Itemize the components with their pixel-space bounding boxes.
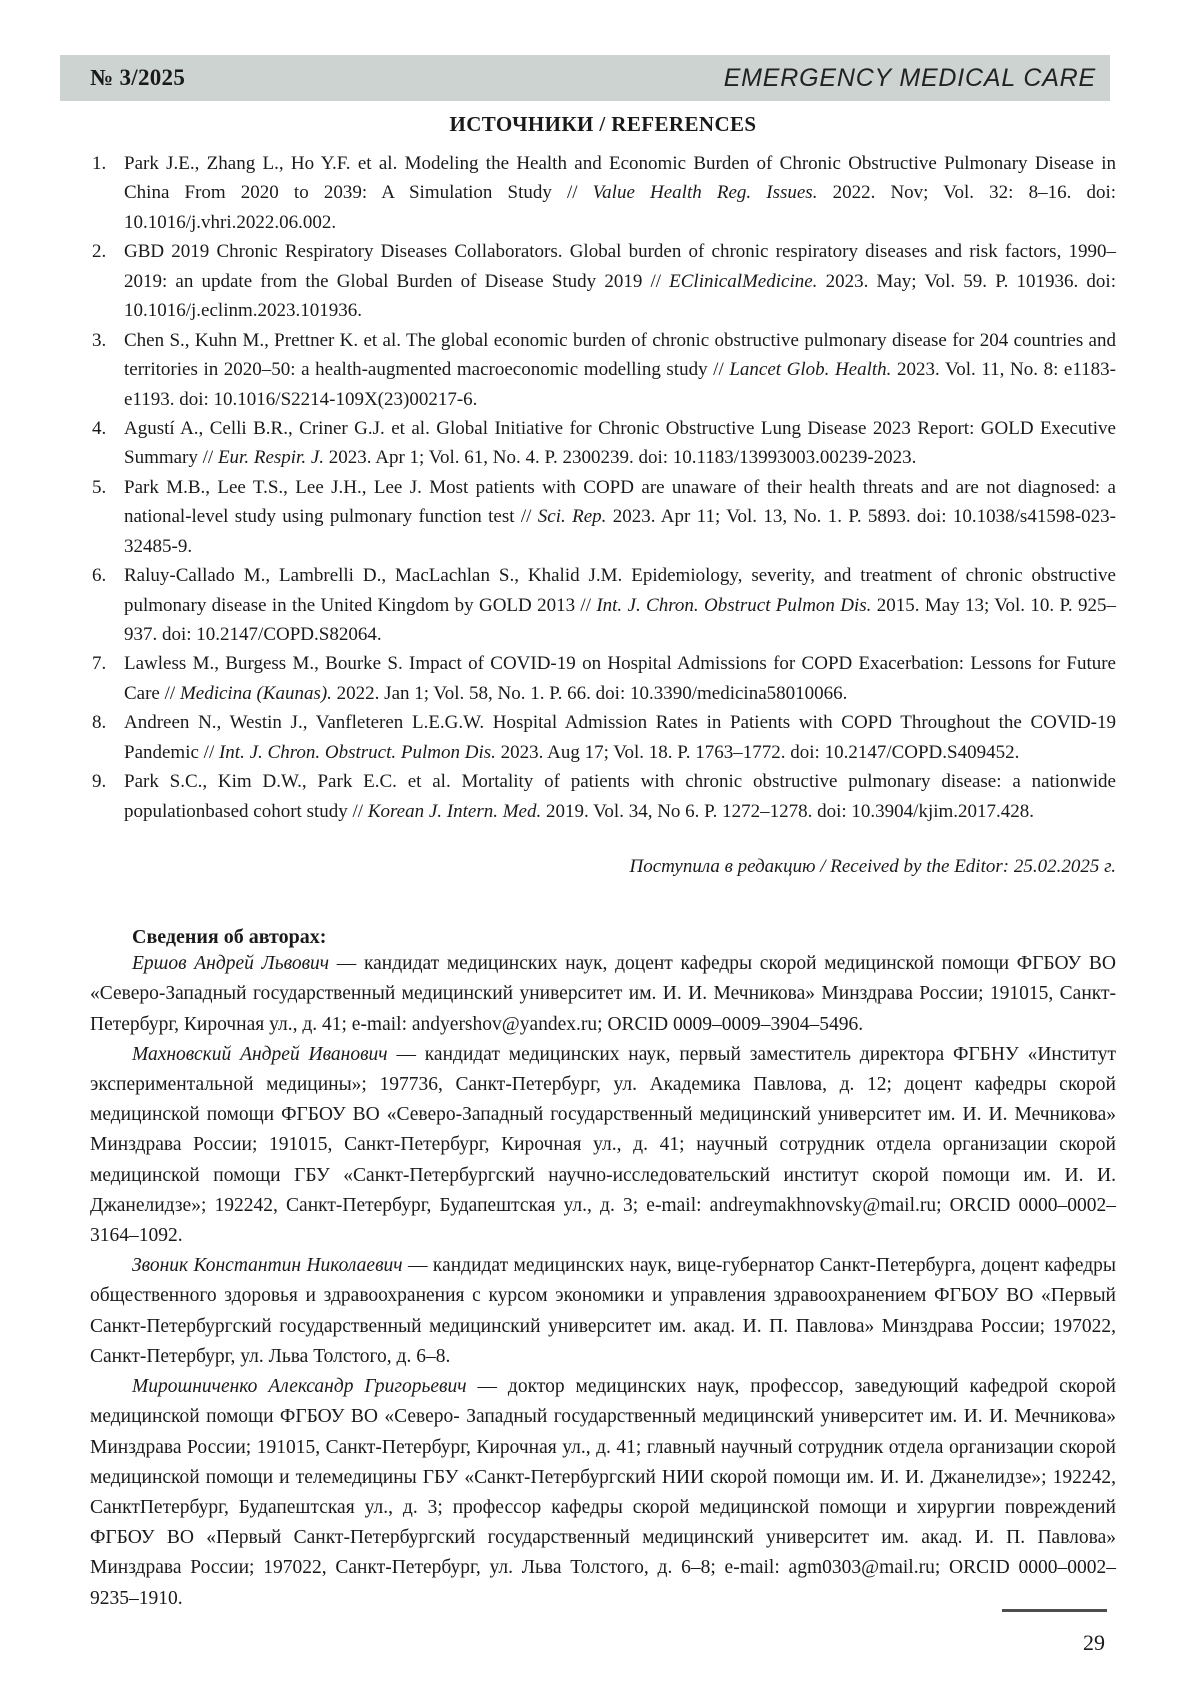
authors-heading: Сведения об авторах: bbox=[132, 926, 327, 949]
received-by-editor-line: Поступила в редакцию / Received by the Editor: 25.02.2025 г. bbox=[629, 856, 1116, 878]
author-entry: Махновский Андрей Иванович — кандидат медицинских наук, первый заместитель директора ФГБНУ «Институт экспериментальной медицины»; 197736, Санкт-Петербург, ул. Академика Павлова, д. 12; доцент кафедры скорой медицинской помощи ФГБОУ ВО «Северо-Западный государственный медицинский университет им. И. И. Мечникова» Минздрава России; 191015, Санкт-Петербург, Кирочная ул., д. 41; научный сотрудник отдела организации скорой медицинской помощи ГБУ «Санкт-Петербургский научно-исследовательский институт скорой помощи им. И. И. Джанелидзе»; 192242, Санкт-Петербург, Будапештская ул., д. 3; e-mail: andreymakhnovsky@mail.ru; ORCID 0000–0002–3164–1092. bbox=[90, 1043, 1116, 1247]
reference-item: GBD 2019 Chronic Respiratory Diseases Collaborators. Global burden of chronic respiratory diseases and risk factors, 1990–2019: an update from the Global Burden of Disease Study 2019 // EClinicalMedicine. 2023. May; Vol. 59. P. 101936. doi: 10.1016/j.eclinm.2023.101936. bbox=[124, 241, 1116, 322]
reference-item: Park J.E., Zhang L., Ho Y.F. et al. Modeling the Health and Economic Burden of Chronic Obstructive Pulmonary Disease in China From 2020 to 2039: A Simulation Study // Value Health Reg. Issues. 2022. Nov; Vol. 32: 8–16. doi: 10.1016/j.vhri.2022.06.002. bbox=[124, 153, 1116, 233]
issue-number: № 3/2025 bbox=[90, 65, 186, 90]
author-entry: Ершов Андрей Львович — кандидат медицинских наук, доцент кафедры скорой медицинской помощи ФГБОУ ВО «Северо-Западный государственный медицинский университет им. И. И. Мечникова» Минздрава России; 191015, Санкт-Петербург, Кирочная ул., д. 41; e-mail: andyershov@yandex.ru; ORCID 0009–0009–3904–5496. bbox=[90, 953, 1116, 1035]
reference-item: Park S.C., Kim D.W., Park E.C. et al. Mortality of patients with chronic obstructive pulmonary disease: a nationwide populationbased cohort study // Korean J. Intern. Med. 2019. Vol. 34, No 6. P. 1272–1278. doi: 10.3904/kjim.2017.428. bbox=[124, 771, 1116, 822]
references-title: ИСТОЧНИКИ / REFERENCES bbox=[449, 112, 757, 136]
author-name: Звоник Константин Николаевич bbox=[132, 1255, 403, 1277]
author-name: Махновский Андрей Иванович bbox=[132, 1043, 388, 1065]
author-entry: Мирошниченко Александр Григорьевич — доктор медицинских наук, профессор, заведующий кафедрой скорой медицинской помощи ФГБОУ ВО «Северо- Западный государственный медицинский университет им. И. И. Мечникова» Минздрава России; 191015, Санкт-Петербург, Кирочная ул., д. 41; главный научный сотрудник отдела организации скорой медицинской помощи и телемедицины ГБУ «Санкт-Петербургский НИИ скорой помощи им. И. И. Джанелидзе»; 192242, СанктПетербург, Будапештская ул., д. 3; профессор кафедры скорой медицинской помощи и хирургии повреждений ФГБОУ ВО «Первый Санкт-Петербургский государственный медицинский университет им. акад. И. П. Павлова» Минздрава России; 197022, Санкт-Петербург, ул. Льва Толстого, д. 6–8; e-mail: agm0303@mail.ru; ORCID 0000–0002–9235–1910. bbox=[90, 1376, 1116, 1609]
references-list bbox=[90, 149, 1116, 826]
reference-item: Agustí A., Celli B.R., Criner G.J. et al. Global Initiative for Chronic Obstructive Lung Disease 2023 Report: GOLD Executive Summary // Eur. Respir. J. 2023. Apr 1; Vol. 61, No. 4. P. 2300239. doi: 10.1183/13993003.00239-2023. bbox=[124, 417, 1116, 469]
reference-item: Andreen N., Westin J., Vanfleteren L.E.G.W. Hospital Admission Rates in Patients with COPD Throughout the COVID-19 Pandemic // Int. J. Chron. Obstruct. Pulmon Dis. 2023. Aug 17; Vol. 18. P. 1763–1772. doi: 10.2147/COPD.S409452. bbox=[124, 712, 1116, 763]
reference-item: Chen S., Kuhn M., Prettner K. et al. The global economic burden of chronic obstructive pulmonary disease for 204 countries and territories in 2020–50: a health-augmented macroeconomic modelling study // Lancet Glob. Health. 2023. Vol. 11, No. 8: e1183-e1193. doi: 10.1016/S2214-109X(23)00217-6. bbox=[124, 329, 1116, 410]
footer-rule bbox=[1002, 1609, 1107, 1612]
author-entry: Звоник Константин Николаевич — кандидат медицинских наук, вице-губернатор Санкт-Петербурга, доцент кафедры общественного здоровья и здравоохранения с курсом экономики и управления здравоохранением ФГБОУ ВО «Первый Санкт-Петербургский государственный медицинский университет им. акад. И. П. Павлова» Минздрава России; 197022, Санкт-Петербург, ул. Льва Толстого, д. 6–8. bbox=[90, 1255, 1116, 1367]
page-number: 29 bbox=[1083, 1630, 1105, 1655]
page-header bbox=[60, 55, 1110, 101]
journal-title: EMERGENCY MEDICAL CARE bbox=[723, 63, 1096, 92]
reference-item: Lawless M., Burgess M., Bourke S. Impact of COVID-19 on Hospital Admissions for COPD Exacerbation: Lessons for Future Care // Medicina (Kaunas). 2022. Jan 1; Vol. 58, No. 1. P. 66. doi: 10.3390/medicina58010066. bbox=[124, 653, 1116, 704]
reference-item: Park M.B., Lee T.S., Lee J.H., Lee J. Most patients with COPD are unaware of their health threats and are not diagnosed: a national-level study using pulmonary function test // Sci. Rep. 2023. Apr 11; Vol. 13, No. 1. P. 5893. doi: 10.1038/s41598-023-32485-9. bbox=[124, 476, 1116, 557]
authors-section bbox=[90, 926, 1116, 1614]
author-name: Мирошниченко Александр Григорьевич bbox=[132, 1376, 467, 1398]
authors-list bbox=[90, 949, 1116, 1614]
author-name: Ершов Андрей Львович bbox=[132, 953, 330, 975]
page-content bbox=[90, 112, 1116, 1614]
reference-item: Raluy-Callado M., Lambrelli D., MacLachlan S., Khalid J.M. Epidemiology, severity, and treatment of chronic obstructive pulmonary disease in the United Kingdom by GOLD 2013 // Int. J. Chron. Obstruct Pulmon Dis. 2015. May 13; Vol. 10. P. 925–937. doi: 10.2147/COPD.S82064. bbox=[124, 565, 1117, 645]
